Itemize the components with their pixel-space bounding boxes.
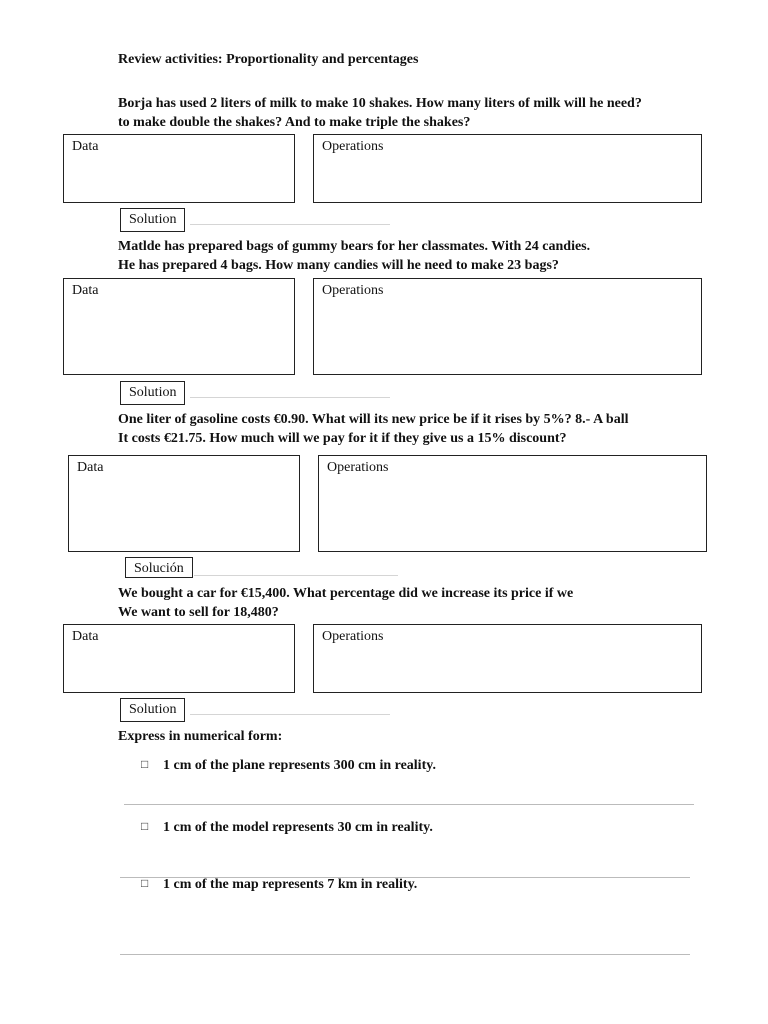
- problem-2-operations-box[interactable]: [313, 278, 702, 375]
- express-item-1: 1 cm of the plane represents 300 cm in reality.: [163, 758, 436, 773]
- problem-2-line-2: He has prepared 4 bags. How many candies will he need to make 23 bags?: [118, 258, 559, 273]
- problem-3-solution-box[interactable]: Solución: [125, 557, 193, 578]
- data-label: Data: [77, 460, 104, 475]
- problem-4-operations-box[interactable]: [313, 624, 702, 693]
- problem-2-data-box[interactable]: [63, 278, 295, 375]
- operations-label: Operations: [322, 629, 384, 644]
- operations-label: Operations: [322, 139, 384, 154]
- operations-label: Operations: [322, 283, 384, 298]
- problem-3-line-1: One liter of gasoline costs €0.90. What will its new price be if it rises by 5%? 8.- A ball: [118, 412, 629, 427]
- operations-label: Operations: [327, 460, 389, 475]
- express-heading: Express in numerical form:: [118, 729, 283, 744]
- express-item-3-answer-line[interactable]: [120, 954, 690, 955]
- problem-2-text: [118, 237, 590, 275]
- problem-4-solution-box[interactable]: Solution: [120, 698, 185, 722]
- problem-1-line-1: Borja has used 2 liters of milk to make 10 shakes. How many liters of milk will he need?: [118, 96, 642, 111]
- problem-4-answer-line: [190, 714, 390, 715]
- express-item-1-answer-line[interactable]: [124, 804, 694, 805]
- problem-4-line-1: We bought a car for €15,400. What percentage did we increase its price if we: [118, 586, 574, 601]
- express-item-2: 1 cm of the model represents 30 cm in reality.: [163, 820, 433, 835]
- problem-1-solution-box[interactable]: Solution: [120, 208, 185, 232]
- problem-1-data-box[interactable]: [63, 134, 295, 203]
- page-title: Review activities: Proportionality and percentages: [118, 52, 419, 67]
- problem-2-answer-line: [190, 397, 390, 398]
- problem-4-text: [118, 584, 573, 622]
- problem-3-line-2: It costs €21.75. How much will we pay for it if they give us a 15% discount?: [118, 431, 567, 446]
- express-item-3: 1 cm of the map represents 7 km in reality.: [163, 877, 418, 892]
- data-label: Data: [72, 283, 99, 298]
- problem-3-operations-box[interactable]: [318, 455, 707, 552]
- checkbox-icon: □: [141, 876, 149, 890]
- data-label: Data: [72, 139, 99, 154]
- data-label: Data: [72, 629, 99, 644]
- problem-2-line-1: Matlde has prepared bags of gummy bears for her classmates. With 24 candies.: [118, 239, 591, 254]
- checkbox-icon: □: [141, 819, 149, 833]
- problem-1-text: [118, 94, 642, 132]
- problem-3-text: [118, 410, 628, 448]
- problem-3-answer-line: [194, 575, 398, 576]
- problem-1-line-2: to make double the shakes? And to make triple the shakes?: [118, 115, 471, 130]
- problem-4-line-2: We want to sell for 18,480?: [118, 605, 279, 620]
- problem-4-data-box[interactable]: [63, 624, 295, 693]
- problem-2-solution-box[interactable]: Solution: [120, 381, 185, 405]
- problem-1-operations-box[interactable]: [313, 134, 702, 203]
- problem-3-data-box[interactable]: [68, 455, 300, 552]
- checkbox-icon: □: [141, 757, 149, 771]
- problem-1-answer-line: [190, 224, 390, 225]
